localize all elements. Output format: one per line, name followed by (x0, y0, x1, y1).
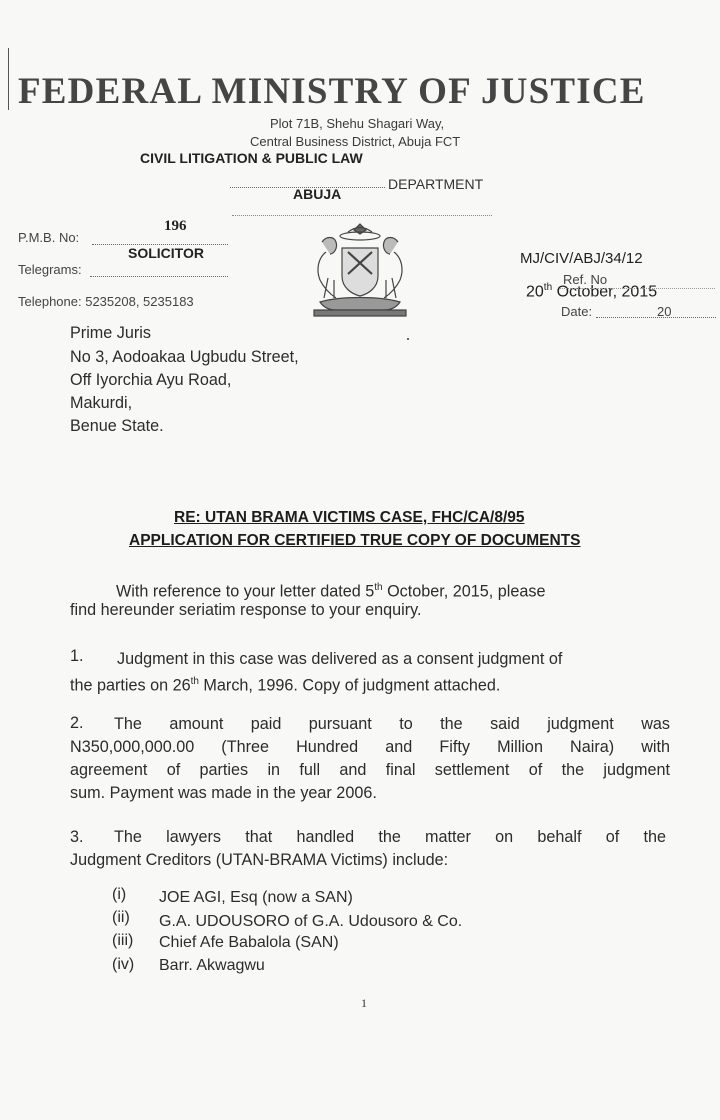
address-line-2: Central Business District, Abuja FCT (250, 134, 461, 149)
emblem-dot (407, 338, 409, 340)
para3-number: 3. (70, 828, 84, 846)
para2-line-1: The amount paid pursuant to the said judgment was (114, 715, 670, 733)
para1-suffix: th (190, 676, 199, 687)
recipient-line-3: Off Iyorchia Ayu Road, (70, 371, 232, 389)
lawyer-number-3: (iii) (112, 932, 134, 949)
page-number: 1 (361, 996, 367, 1010)
date-month-year: October, 2015 (556, 283, 658, 301)
subject-line-2: APPLICATION FOR CERTIFIED TRUE COPY OF DOCUMENTS (129, 532, 581, 549)
address-line-1: Plot 71B, Shehu Shagari Way, (270, 116, 445, 131)
subject-line-1: RE: UTAN BRAMA VICTIMS CASE, FHC/CA/8/95 (174, 509, 525, 526)
lawyer-number-4: (iv) (112, 956, 135, 973)
department-label: DEPARTMENT (388, 176, 484, 192)
header-rule (232, 215, 492, 216)
letter-date (526, 282, 657, 301)
pmb-value: 196 (164, 218, 187, 234)
lawyer-name-3: Chief Afe Babalola (SAN) (159, 934, 339, 951)
intro-line-2: find hereunder seriatim response to your enquiry. (70, 601, 422, 619)
recipient-line-1: Prime Juris (70, 324, 151, 342)
para2-line-3: agreement of parties in full and final settlement of the judgment (70, 761, 670, 779)
division-name: CIVIL LITIGATION & PUBLIC LAW (140, 150, 363, 166)
lawyer-number-1: (i) (112, 886, 127, 903)
intro-suffix: th (374, 582, 383, 593)
date-day: 20 (526, 283, 544, 301)
lawyer-number-2: (ii) (112, 909, 130, 926)
lawyer-name-1: JOE AGI, Esq (now a SAN) (159, 889, 353, 906)
para1-text-b: March, 1996. Copy of judgment attached. (198, 676, 501, 695)
date-underline (560, 288, 715, 289)
para1-line-1: Judgment in this case was delivered as a consent judgment of (117, 650, 563, 668)
para1-line-2 (70, 670, 500, 697)
coat-of-arms-emblem (298, 218, 422, 320)
department-value: ABUJA (293, 186, 342, 202)
telegrams-value: SOLICITOR (128, 245, 204, 261)
reference-label: Ref. No (563, 272, 608, 287)
ministry-title: FEDERAL MINISTRY OF JUSTICE (18, 71, 646, 112)
para1-number: 1. (70, 647, 84, 665)
para3-line-2: Judgment Creditors (UTAN-BRAMA Victims) include: (70, 851, 449, 869)
date-label: Date: (561, 304, 593, 319)
intro-text-a: With reference to your letter dated 5 (116, 582, 375, 601)
para1-text-a: the parties on 26 (70, 676, 191, 695)
recipient-line-4: Makurdi, (70, 394, 133, 412)
date-day-suffix: th (543, 282, 553, 293)
date-year-prefix: 20 (657, 304, 672, 319)
telegrams-dotted-line (90, 276, 228, 277)
lawyer-name-2: G.A. UDOUSORO of G.A. Udousoro & Co. (159, 913, 463, 930)
para2-number: 2. (70, 714, 84, 732)
para2-line-2: N350,000,000.00 (Three Hundred and Fifty Million Naira) with (70, 738, 670, 756)
para3-line-1: The lawyers that handled the matter on behalf of the (114, 828, 666, 846)
reference-number: MJ/CIV/ABJ/34/12 (520, 250, 643, 267)
telegrams-label: Telegrams: (18, 262, 82, 277)
lawyer-name-4: Barr. Akwagwu (159, 957, 265, 974)
para2-line-4: sum. Payment was made in the year 2006. (70, 784, 377, 802)
date-dotted-line (596, 317, 716, 318)
intro-text-b: October, 2015, please (382, 582, 546, 601)
recipient-line-5: Benue State. (70, 417, 164, 435)
pmb-label: P.M.B. No: (18, 230, 80, 245)
telephone-line: Telephone: 5235208, 5235183 (18, 294, 194, 309)
recipient-line-2: No 3, Aodoakaa Ugbudu Street, (70, 348, 299, 366)
margin-line (8, 48, 9, 110)
